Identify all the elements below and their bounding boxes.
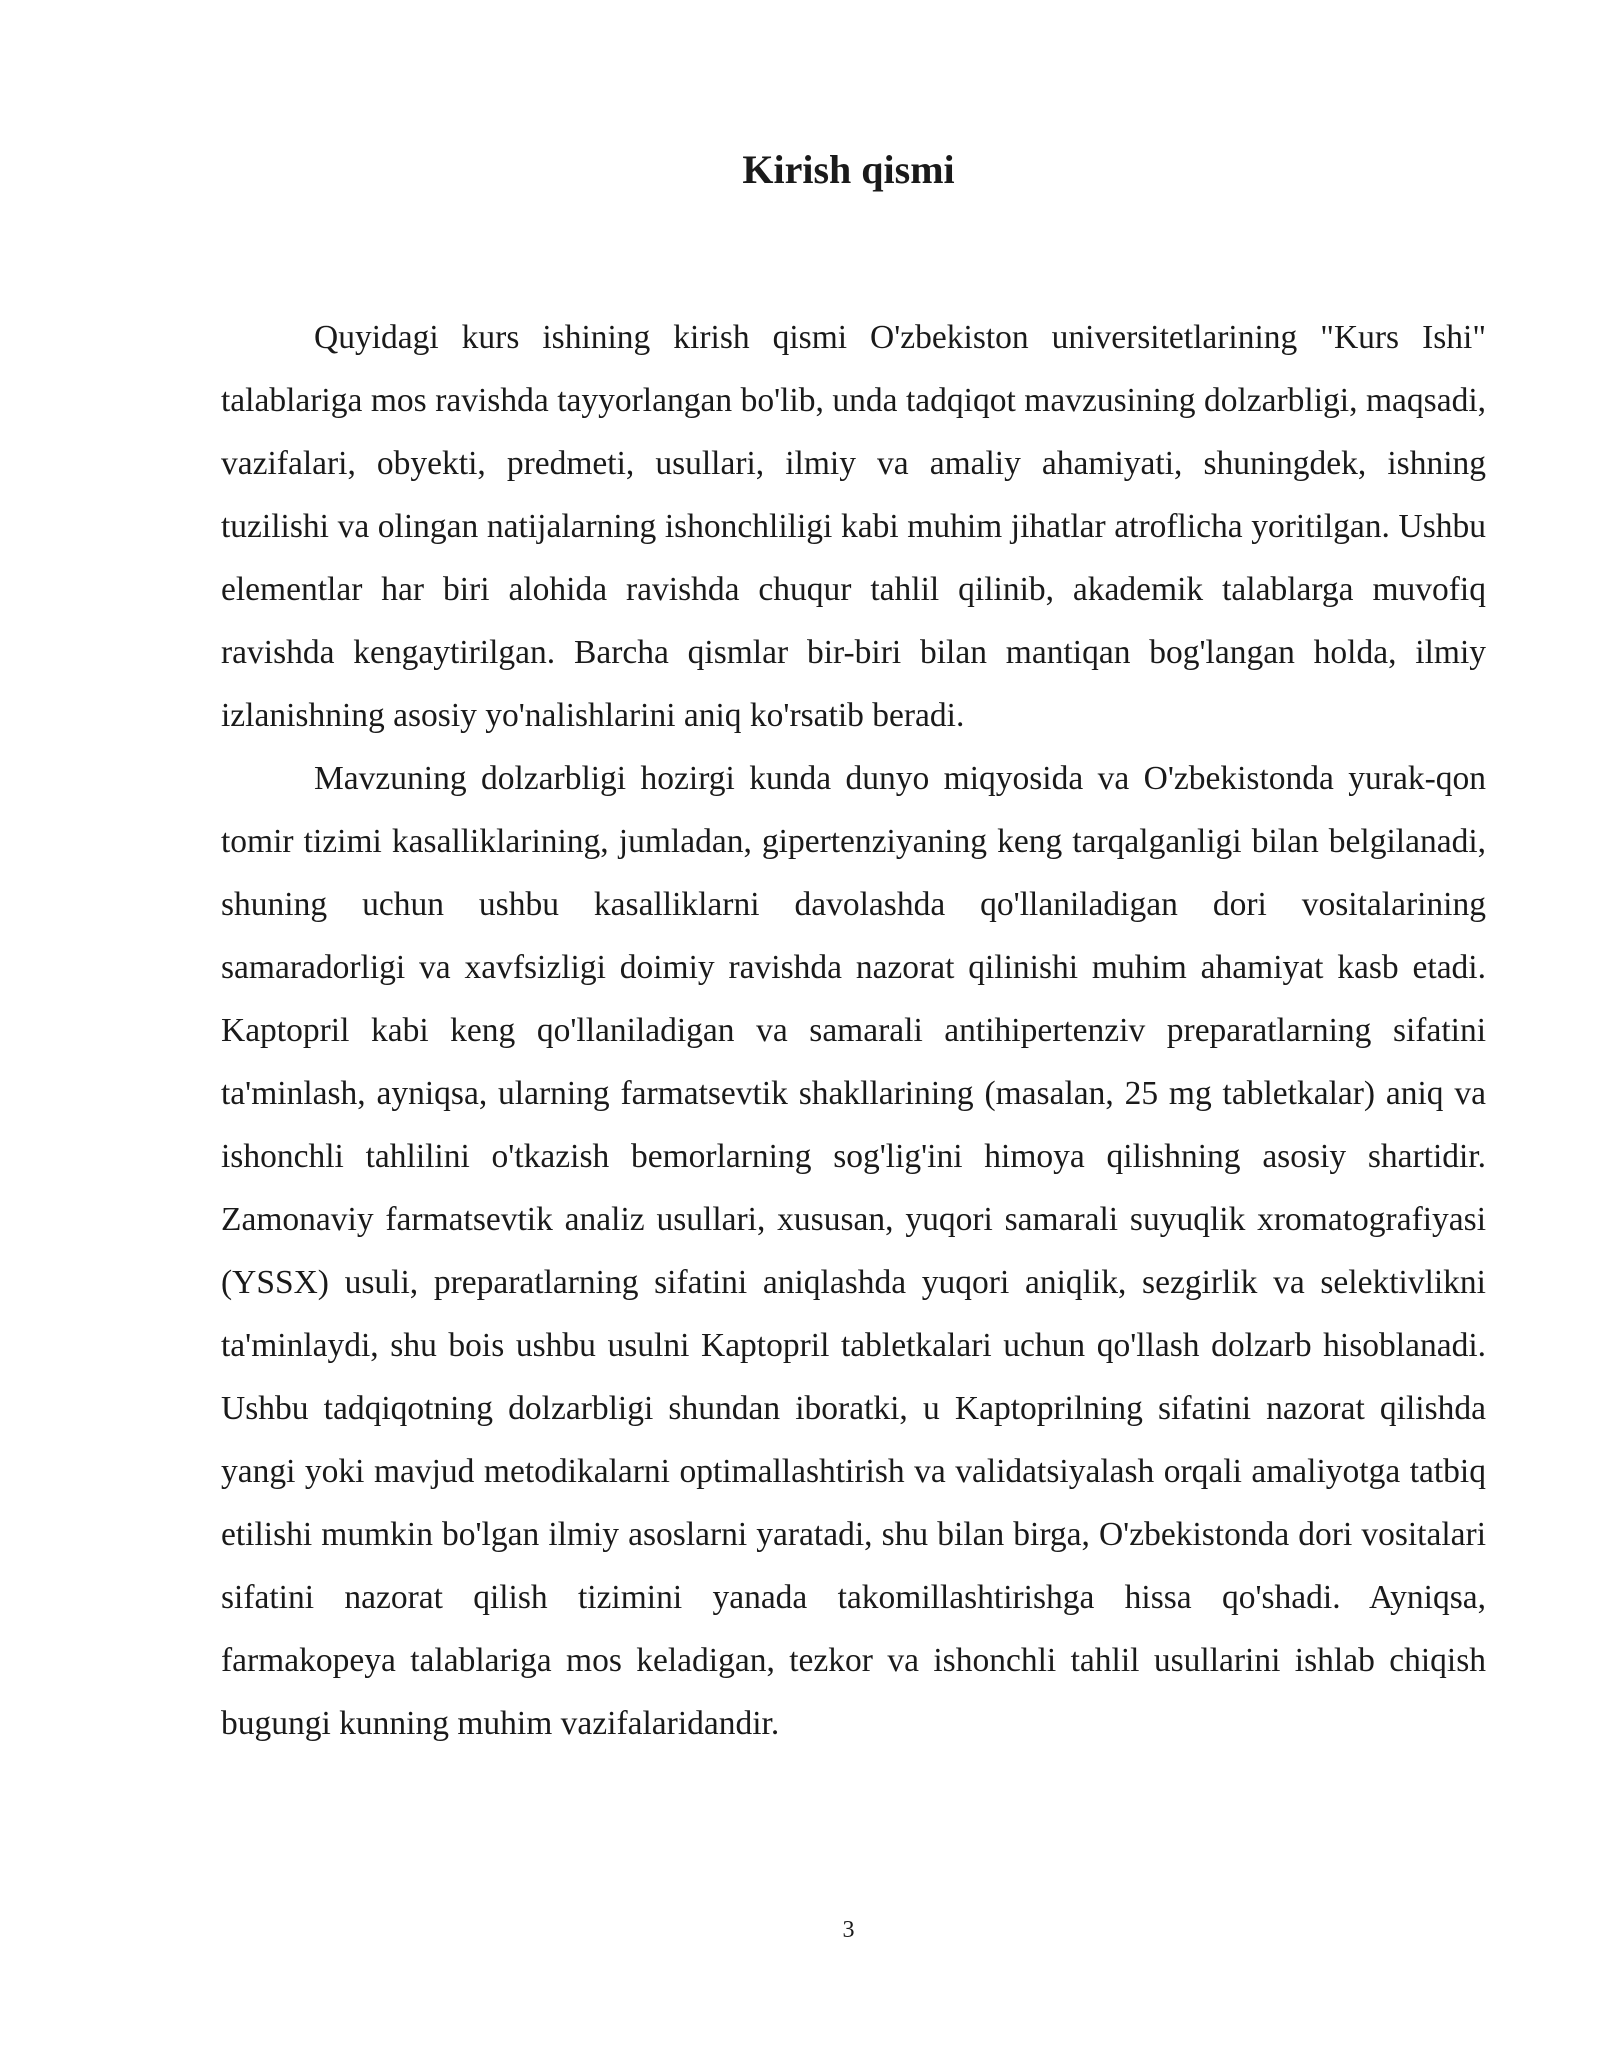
paragraph-introduction: Quyidagi kurs ishining kirish qismi O'zbekiston universitetlarining "Kurs Ishi" talablariga mos ravishda tayyorlangan bo'lib, unda tadqiqot mavzusining dolzarbligi, maqsadi, vazifalari, obyekti, predmeti, usullari, ilmiy va amaliy ahamiyati, shuningdek, ishning tuzilishi va olingan natijalarning ishonchliligi kabi muhim jihatlar atroflicha yoritilgan. Ushbu elementlar har biri alohida ravishda chuqur tahlil qilinib, akademik talablarga muvofiq ravishda kengaytirilgan. Barcha qismlar bir-biri bilan mantiqan bog'langan holda, ilmiy izlanishning asosiy yo'nalishlarini aniq ko'rsatib beradi. bbox=[221, 319, 1486, 734]
page-title: Kirish qismi bbox=[742, 147, 955, 192]
body-text bbox=[221, 306, 1486, 1755]
page-number: 3 bbox=[842, 1917, 855, 1943]
paragraph-relevance: Mavzuning dolzarbligi hozirgi kunda dunyo miqyosida va O'zbekistonda yurak-qon tomir tizimi kasalliklarining, jumladan, gipertenziyaning keng tarqalganligi bilan belgilanadi, shuning uchun ushbu kasalliklarni davolashda qo'llaniladigan dori vositalarining samaradorligi va xavfsizligi doimiy ravishda nazorat qilinishi muhim ahamiyat kasb etadi. Kaptopril kabi keng qo'llaniladigan va samarali antihipertenziv preparatlarning sifatini ta'minlash, ayniqsa, ularning farmatsevtik shakllarining (masalan, 25 mg tabletkalar) aniq va ishonchli tahlilini o'tkazish bemorlarning sog'lig'ini himoya qilishning asosiy shartidir. Zamonaviy farmatsevtik analiz usullari, xususan, yuqori samarali suyuqlik xromatografiyasi (YSSX) usuli, preparatlarning sifatini aniqlashda yuqori aniqlik, sezgirlik va selektivlikni ta'minlaydi, shu bois ushbu usulni Kaptopril tabletkalari uchun qo'llash dolzarb hisoblanadi. Ushbu tadqiqotning dolzarbligi shundan iboratki, u Kaptoprilning sifatini nazorat qilishda yangi yoki mavjud metodikalarni optimallashtirish va validatsiyalash orqali amaliyotga tatbiq etilishi mumkin bo'lgan ilmiy asoslarni yaratadi, shu bilan birga, O'zbekistonda dori vositalari sifatini nazorat qilish tizimini yanada takomillashtirishga hissa qo'shadi. Ayniqsa, farmakopeya talablariga mos keladigan, tezkor va ishonchli tahlil usullarini ishlab chiqish bugungi kunning muhim vazifalaridandir. bbox=[221, 760, 1486, 1742]
